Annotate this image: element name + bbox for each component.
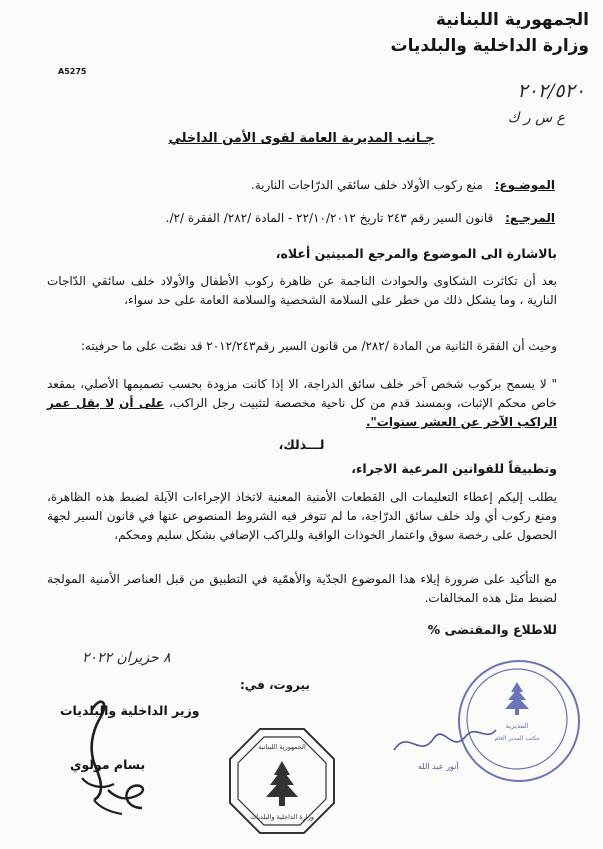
ministry-header: وزارة الداخلية والبلديات bbox=[390, 36, 589, 56]
quote-emphasis-1: على أن bbox=[119, 396, 165, 410]
reference-row bbox=[166, 211, 555, 225]
place-date: بيروت، في: bbox=[240, 678, 310, 692]
ministry-stamp bbox=[228, 727, 336, 835]
reference-code: A5275 bbox=[58, 67, 87, 76]
subject-text: منع ركوب الأولاد خلف سائقي الدرّاجات النارية. bbox=[250, 178, 483, 192]
therefore-line: لـــذلك، bbox=[278, 437, 325, 452]
handwritten-date: ٨ حزيران ٢٠٢٢ bbox=[82, 650, 171, 666]
stamp-oct-top: الجمهورية اللبنانية bbox=[258, 743, 306, 751]
cedar-emblem-icon bbox=[266, 761, 298, 806]
stamp-oct-bottom: وزارة الداخلية والبلديات bbox=[250, 813, 314, 821]
stamp-circle-line1: المديرية bbox=[505, 722, 529, 730]
intro-line: بالاشارة الى الموضوع والمرجع المبينين أعلاه، bbox=[275, 246, 557, 261]
paragraph-emphasis: مع التأكيد على ضرورة إيلاء هذا الموضوع الجدّية والأهمّية في التطبيق من قبل العناصر الأمنية المولجة لضبط مثل هذه المخالفات. bbox=[47, 572, 557, 605]
minister-signature bbox=[30, 690, 180, 820]
paragraph-complaints: بعد أن تكاثرت الشكاوى والحوادث الناجمة عن ظاهرة ركوب الأطفال والأولاد خلف سائقي الدّاجات النارية ، وما يشكل ذلك من خطر على السلامة الشخصية والسلامة العامة على حد سواء، bbox=[47, 274, 557, 307]
application-line: وتطبيقاً للقوانين المرعية الاجراء، bbox=[351, 461, 557, 476]
stamp-cedar-icon bbox=[505, 682, 529, 715]
handwritten-reference: ٢٠٢/٥٢٠ bbox=[517, 80, 585, 102]
signatory-name: بسام مولوي bbox=[70, 757, 146, 772]
signatory-title: وزير الداخلية والبلديات bbox=[60, 703, 200, 718]
addressee-line: جـانب المديرية العامة لقوى الأمن الداخلي bbox=[168, 131, 435, 146]
quote-text: " لا يسمح بركوب شخص آخر خلف سائق الدراجة، الا إذا كانت مزودة بحسب تصميمها الأصلي، بمقعد خاص محكم الإثبات، وبمسند قدم من كل ناحية مخصصة لتثبيت رجل الراكب، bbox=[47, 377, 557, 410]
quote-emphasis-2: لا يقل عمر الراكب الآخر عن العشر سنوات". bbox=[47, 396, 557, 429]
republic-header: الجمهورية اللبنانية bbox=[435, 10, 589, 30]
closing-line: للاطلاع والمقتضى % bbox=[427, 622, 557, 637]
paragraph-legal-basis: وحيث أن الفقرة الثانية من المادة /٢٨٢/ من قانون السير رقم٢٠١٢/٢٤٣ قد نصّت على ما حرفيته: bbox=[80, 339, 557, 353]
law-quote bbox=[47, 375, 557, 432]
reference-label: المرجـع: bbox=[505, 211, 555, 225]
subject-label: الموضـوع: bbox=[494, 178, 555, 192]
reference-text: قانون السير رقم ٢٤٣ تاريخ ٢٢/١٠/٢٠١٢ - المادة /٢٨٢/ الفقرة /٢/. bbox=[165, 211, 494, 225]
handwritten-note: ع س ر ك bbox=[507, 110, 565, 126]
initials-note: أنور عبد الله bbox=[418, 762, 459, 771]
subject-row bbox=[251, 178, 555, 192]
stamp-circle-line2: مكتب المدير العام bbox=[494, 735, 540, 742]
paragraph-request: يطلب إليكم إعطاء التعليمات الى القطعات الأمنية المعنية لاتخاذ الإجراءات الآيلة لضبط هذه الظاهرة، ومنع ركوب أي ولد خلف سائق الدرّاجة، ما لم تتوفر فيه الشروط المنصوص عنها في قانون السير لجهة الحصول على رخصة سوق واعتمار الخوذات الواقية وللراكب الإضافي بشكل سليم ومحكم، bbox=[47, 490, 557, 542]
blue-initials bbox=[390, 720, 500, 765]
